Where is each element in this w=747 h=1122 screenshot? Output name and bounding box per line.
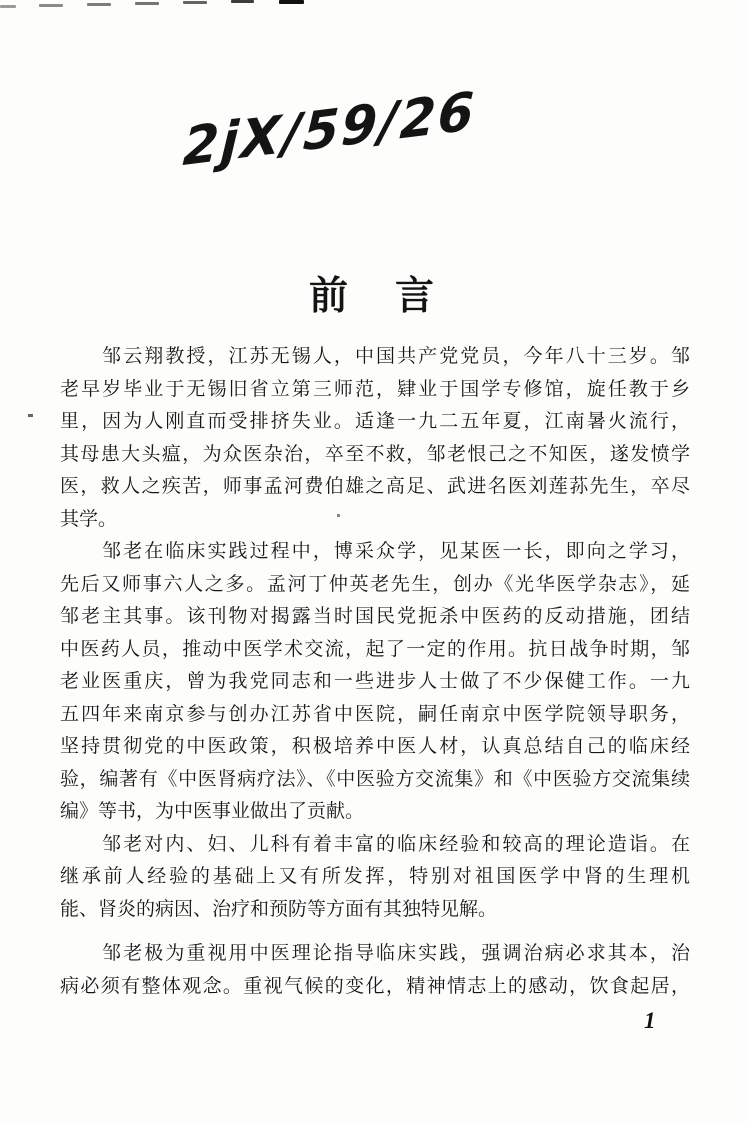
text-line: 能、肾炎的病因、治疗和预防等方面有其独特见解。 [60,898,498,920]
text-line: 邹老对内、妇、儿科有着丰富的临床经验和较高的理论造诣。在 [60,833,690,855]
scan-dash [279,0,304,4]
text-line: 五四年来南京参与创办江苏省中医院，嗣任南京中医学院领导职务， [60,703,690,725]
text-line: 先后又师事六人之多。孟河丁仲英老先生，创办《光华医学杂志》，延 [60,573,690,595]
text-line: 邹老主其事。该刊物对揭露当时国民党扼杀中医药的反动措施，团结 [60,606,690,627]
text-line: 其学。 [60,508,118,530]
scan-dash [87,3,111,6]
handwritten-call-number: 2jX/59/26 [181,81,478,179]
text-line: 中医药人员，推动中医学术交流，起了一定的作用。抗日战争时期，邹 [60,638,690,660]
text-line: 老早岁毕业于无锡旧省立第三师范，肄业于国学专修馆，旋任教于乡 [60,378,690,400]
text-line: 编》等书，为中医事业做出了贡献。 [60,801,365,822]
page-title: 前 言 [308,275,438,318]
text-line: 里，因为人刚直而受排挤失业。适逢一九二五年夏，江南暑火流行， [60,411,690,432]
text-line: 医，救人之疾苦，师事孟河费伯雄之高足、武进名医刘莲荪先生，卒尽 [60,476,690,497]
text-line: 坚持贯彻党的中医政策，积极培养中医人材，认真总结自己的临床经 [60,736,690,757]
ink-speck [28,414,33,417]
page-number: 1 [644,1008,656,1033]
text-line: 邹云翔教授，江苏无锡人，中国共产党党员，今年八十三岁。邹 [60,346,690,367]
body-text [60,341,690,1003]
scan-dash [0,5,16,8]
text-line: 邹老在临床实践过程中，博采众学，见某医一长，即向之学习， [60,541,690,562]
scan-dash [39,4,63,7]
ink-speck [337,514,340,517]
text-line: 邹老极为重视用中医理论指导临床实践，强调治病必求其本，治 [60,943,690,964]
scan-dash [231,0,254,3]
text-line: 其母患大头瘟，为众医杂治，卒至不救，邹老恨己之不知医，遂发愤学 [60,443,690,465]
text-line: 病必须有整体观念。重视气候的变化，精神情志上的感动，饮食起居， [60,975,690,997]
scan-dash [183,1,207,4]
text-line: 老业医重庆，曾为我党同志和一些进步人士做了不少保健工作。一九 [60,671,690,692]
text-line: 验，编著有《中医肾病疗法》、《中医验方交流集》和《中医验方交流集续 [60,768,690,790]
scan-dash [135,2,159,5]
text-line: 继承前人经验的基础上又有所发挥，特别对祖国医学中肾的生理机 [60,866,690,887]
